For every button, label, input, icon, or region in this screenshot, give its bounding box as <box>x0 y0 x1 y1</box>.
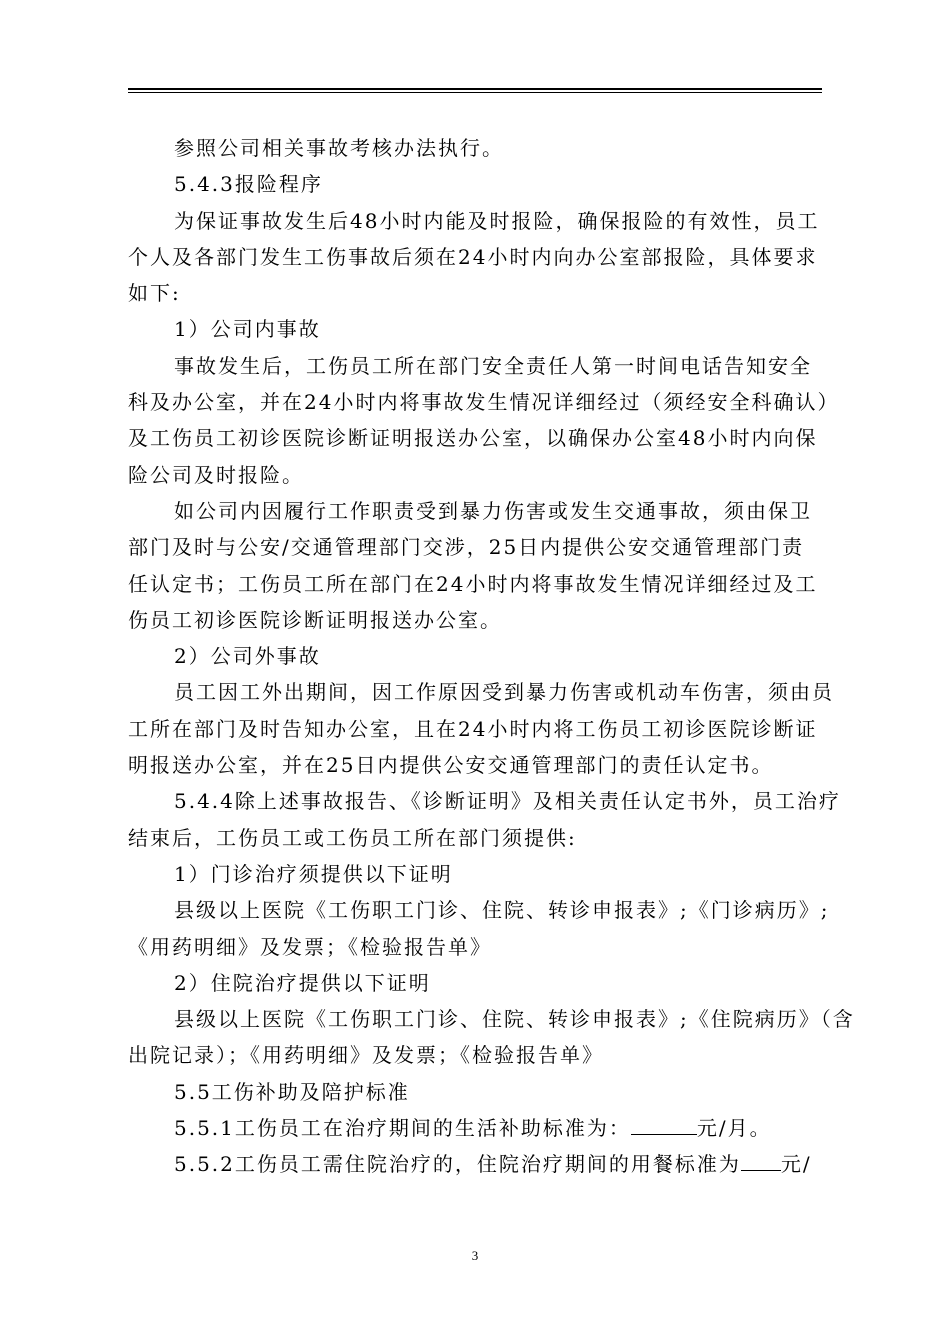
fill-in-blank[interactable] <box>631 1112 697 1135</box>
line-text: 5.5.2工伤员工需住院治疗的，住院治疗期间的用餐标准为 <box>174 1152 741 1177</box>
paragraph-line: 险公司及时报险。 <box>128 462 304 487</box>
line-text: 元/月。 <box>696 1116 772 1141</box>
header-rule <box>128 88 822 90</box>
paragraph-line: 部门及时与公安/交通管理部门交涉，25日内提供公安交通管理部门责 <box>128 535 805 560</box>
line-text: 元/ <box>780 1152 812 1177</box>
paragraph-line: 为保证事故发生后48小时内能及时报险，确保报险的有效性，员工 <box>174 208 820 233</box>
list-heading: 1）公司内事故 <box>174 317 321 342</box>
paragraph-line: 结束后，工伤员工或工伤员工所在部门须提供: <box>128 825 577 850</box>
line-text: 5.5.1工伤员工在治疗期间的生活补助标准为： <box>174 1116 631 1141</box>
section-heading: 5.4.3报险程序 <box>174 172 323 197</box>
paragraph-line: 员工因工外出期间，因工作原因受到暴力伤害或机动车伤害，须由员 <box>174 680 834 705</box>
paragraph-line: 《用药明细》及发票；《检验报告单》 <box>128 934 492 959</box>
paragraph-line: 县级以上医院《工伤职工门诊、住院、转诊申报表》;《住院病历》（含 <box>174 1007 855 1032</box>
paragraph-line: 出院记录）；《用药明细》及发票；《检验报告单》 <box>128 1043 604 1068</box>
paragraph-line: 及工伤员工初诊医院诊断证明报送办公室，以确保办公室48小时内向保 <box>128 426 818 451</box>
paragraph-line: 参照公司相关事故考核办法执行。 <box>174 136 504 160</box>
list-heading: 2）住院治疗提供以下证明 <box>174 970 431 995</box>
body-text <box>128 130 855 1183</box>
paragraph-line: 任认定书；工伤员工所在部门在24小时内将事故发生情况详细经过及工 <box>128 571 818 596</box>
fill-in-blank[interactable] <box>741 1148 781 1171</box>
paragraph-line: 事故发生后，工伤员工所在部门安全责任人第一时间电话告知安全 <box>174 353 812 378</box>
paragraph-line: 如下: <box>128 281 181 306</box>
paragraph-line: 伤员工初诊医院诊断证明报送办公室。 <box>128 607 502 632</box>
paragraph-line: 工所在部门及时告知办公室，且在24小时内将工伤员工初诊医院诊断证 <box>128 716 818 741</box>
section-heading: 5.4.4除上述事故报告、《诊断证明》及相关责任认定书外，员工治疗 <box>174 789 841 814</box>
header-rule-thin <box>128 92 822 93</box>
paragraph-line: 县级以上医院《工伤职工门诊、住院、转诊申报表》;《门诊病历》; <box>174 898 830 923</box>
paragraph-line <box>128 1146 822 1182</box>
page-number: 3 <box>471 1248 479 1263</box>
list-heading: 1）门诊治疗须提供以下证明 <box>174 861 453 886</box>
paragraph-line: 科及办公室，并在24小时内将事故发生情况详细经过（须经安全科确认） <box>128 390 840 415</box>
paragraph-line <box>128 1110 822 1146</box>
paragraph-line: 明报送办公室，并在25日内提供公安交通管理部门的责任认定书。 <box>128 753 774 778</box>
paragraph-line: 如公司内因履行工作职责受到暴力伤害或发生交通事故，须由保卫 <box>174 498 812 523</box>
list-heading: 2）公司外事故 <box>174 644 321 669</box>
paragraph-line: 个人及各部门发生工伤事故后须在24小时内向办公室部报险，具体要求 <box>128 244 818 269</box>
section-heading: 5.5工伤补助及陪护标准 <box>174 1079 410 1104</box>
